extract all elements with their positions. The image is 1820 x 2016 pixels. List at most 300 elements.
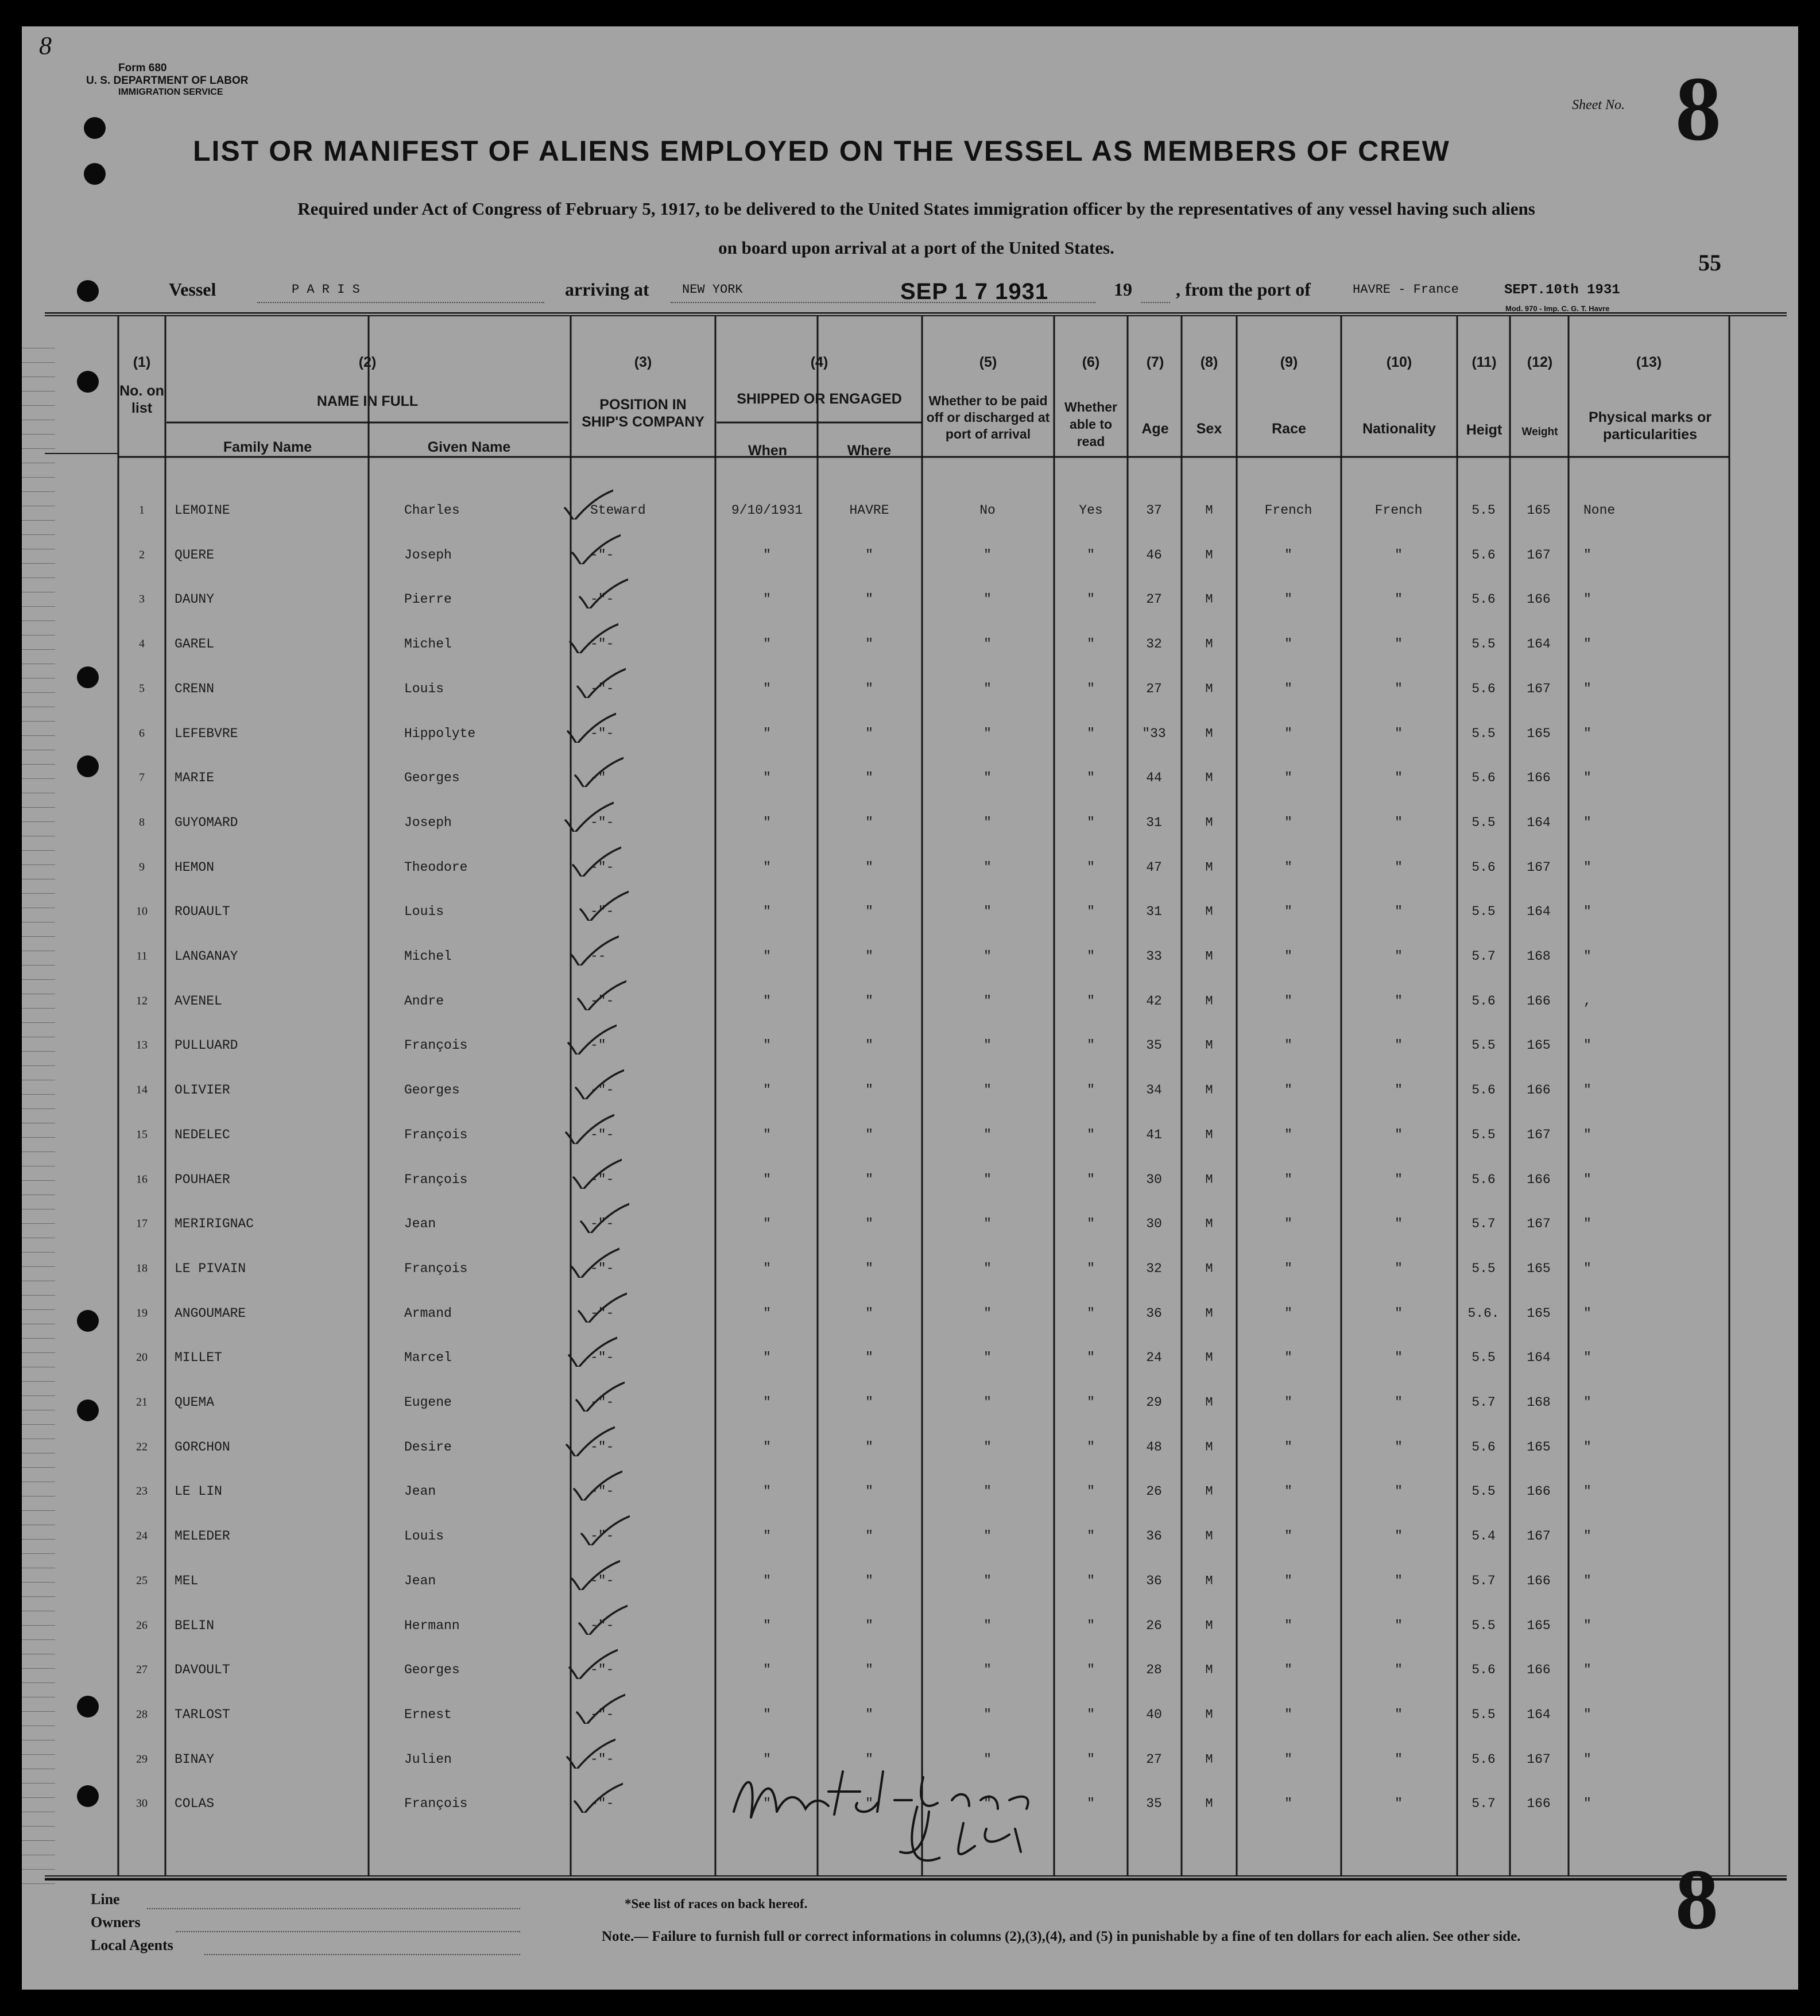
cell-age: 31 (1146, 815, 1162, 830)
cell-where: " (865, 1172, 873, 1187)
cell-read: " (1087, 1751, 1095, 1767)
arriving-label: arriving at (565, 279, 649, 300)
cell-marks: " (1583, 547, 1591, 563)
col2-header: NAME IN FULL (316, 393, 419, 409)
col3-number: (3) (634, 354, 652, 370)
cell-no: 23 (136, 1484, 148, 1498)
cell-marks: " (1583, 1618, 1591, 1633)
cell-no: 10 (136, 905, 148, 918)
footer-line-fill (147, 1908, 520, 1909)
cell-weight: 167 (1527, 1751, 1551, 1767)
cell-when: 9/10/1931 (731, 503, 803, 518)
cell-when: " (763, 637, 771, 652)
cell-sex: M (1205, 1796, 1213, 1811)
cell-marks: " (1583, 1395, 1591, 1410)
cell-age: 44 (1146, 770, 1162, 786)
col2-given-header: Given Name (427, 439, 511, 455)
cell-read: " (1087, 1350, 1095, 1366)
cell-where: " (865, 1529, 873, 1544)
cell-nationality: " (1395, 1172, 1403, 1187)
cell-sex: M (1205, 860, 1213, 875)
cell-position: -"- (590, 1707, 614, 1722)
cell-marks: " (1583, 1350, 1591, 1366)
cell-read: " (1087, 1796, 1095, 1812)
cell-height: 5.6 (1472, 770, 1496, 786)
cell-when: " (763, 1662, 771, 1678)
cell-paid: " (983, 547, 992, 563)
cell-paid: " (983, 681, 992, 696)
cell-no: 8 (139, 816, 145, 829)
cell-when: " (763, 815, 771, 830)
cell-race: " (1284, 1127, 1292, 1142)
cell-read: " (1087, 904, 1095, 920)
col4-when-header: When (748, 443, 788, 459)
cell-family: GAREL (175, 637, 215, 652)
cell-height: 5.5 (1472, 815, 1496, 830)
cell-family: MARIE (175, 770, 215, 786)
cell-read: " (1087, 1484, 1095, 1499)
cell-height: 5.7 (1472, 1216, 1496, 1232)
col8-header: Sex (1196, 421, 1222, 437)
cell-read: " (1087, 1172, 1095, 1187)
cell-read: " (1087, 1261, 1095, 1276)
cell-no: 29 (136, 1753, 148, 1766)
check-mark-icon (576, 574, 628, 608)
cell-sex: M (1205, 1707, 1213, 1722)
cell-family: DAUNY (175, 592, 215, 607)
cell-no: 6 (139, 727, 145, 739)
cell-given: Jean (404, 1484, 436, 1499)
cell-family: AVENEL (175, 993, 222, 1009)
cell-sex: M (1205, 592, 1213, 607)
cell-when: " (763, 1439, 771, 1455)
cell-marks: " (1583, 815, 1591, 830)
cell-sex: M (1205, 1529, 1213, 1544)
cell-given: François (404, 1172, 468, 1187)
cell-paid: " (983, 1172, 992, 1187)
cell-read: " (1087, 859, 1095, 875)
cell-sex: M (1205, 949, 1213, 964)
cell-given: François (404, 1261, 468, 1276)
subtitle-line-2: on board upon arrival at a port of the United States. (718, 238, 1114, 258)
cell-position: -"- (590, 1751, 614, 1767)
cell-height: 5.5 (1472, 1350, 1496, 1366)
footer-agents-label: Local Agents (91, 1937, 173, 1953)
cell-weight: 168 (1527, 1395, 1551, 1410)
col10-number: (10) (1386, 354, 1412, 370)
cell-height: 5.7 (1472, 1796, 1496, 1812)
cell-no: 4 (139, 637, 145, 650)
col5-header: Whether to be paid off or discharged at port of arrival (926, 393, 1050, 441)
cell-read: " (1087, 1083, 1095, 1098)
cell-family: HEMON (175, 859, 215, 875)
crew-table (45, 312, 1787, 1881)
cell-read: " (1087, 993, 1095, 1009)
cell-nationality: " (1395, 859, 1403, 875)
col3-header: POSITION IN SHIP'S COMPANY (582, 397, 704, 430)
footer-line-label: Line (91, 1891, 120, 1908)
cell-position: -"- (590, 592, 614, 607)
cell-paid: " (983, 1305, 992, 1321)
cell-given: Louis (404, 681, 444, 696)
cell-weight: 165 (1527, 1261, 1551, 1276)
cell-no: 11 (136, 949, 148, 963)
cell-read: " (1087, 949, 1095, 964)
cell-sex: M (1205, 1752, 1213, 1767)
cell-given: François (404, 1127, 468, 1142)
cell-position: -"- (590, 1216, 614, 1232)
cell-read: " (1087, 1529, 1095, 1544)
cell-marks: " (1583, 949, 1591, 964)
cell-paid: " (983, 1796, 992, 1812)
form-number: Form 680 (118, 62, 167, 74)
check-mark-icon (570, 842, 621, 877)
vessel-name: P A R I S (292, 282, 360, 297)
cell-family: LEFEBVRE (175, 726, 238, 741)
cell-sex: M (1205, 548, 1213, 563)
cell-where: " (865, 547, 873, 563)
cell-no: 9 (139, 860, 145, 874)
cell-position: -"- (590, 547, 614, 563)
check-mark-icon (565, 1020, 617, 1054)
cell-nationality: " (1395, 949, 1403, 964)
check-mark-icon (572, 753, 624, 787)
cell-position: -"- (590, 1350, 614, 1366)
cell-sex: M (1205, 726, 1213, 741)
cell-weight: 165 (1527, 1038, 1551, 1053)
check-mark-icon (577, 886, 629, 921)
cell-where: " (865, 1127, 873, 1142)
cell-position: -" (590, 770, 606, 786)
cell-age: 47 (1146, 859, 1162, 875)
cell-race: " (1284, 1618, 1292, 1633)
cell-when: " (763, 1529, 771, 1544)
cell-weight: 165 (1527, 1305, 1551, 1321)
cell-family: ANGOUMARE (175, 1305, 246, 1321)
check-mark-icon (568, 1243, 619, 1278)
cell-paid: " (983, 1573, 992, 1588)
check-mark-icon (575, 1288, 627, 1323)
col11-number: (11) (1472, 354, 1497, 370)
cell-weight: 167 (1527, 859, 1551, 875)
cell-when: " (763, 1350, 771, 1366)
cell-weight: 166 (1527, 1083, 1551, 1098)
cell-sex: M (1205, 1440, 1213, 1455)
cell-family: OLIVIER (175, 1083, 230, 1098)
cell-sex: M (1205, 770, 1213, 785)
cell-nationality: " (1395, 681, 1403, 696)
cell-position: -"- (590, 1573, 614, 1588)
cell-sex: M (1205, 1216, 1213, 1231)
col6-header: Whether able to read (1064, 400, 1117, 449)
cell-marks: " (1583, 1662, 1591, 1678)
cell-sex: M (1205, 1083, 1213, 1098)
cell-age: 27 (1146, 681, 1162, 696)
departure-date: SEPT.10th 1931 (1504, 282, 1620, 298)
cell-age: 35 (1146, 1038, 1162, 1053)
cell-no: 24 (136, 1529, 148, 1542)
page-title: LIST OR MANIFEST OF ALIENS EMPLOYED ON THE VESSEL AS MEMBERS OF CREW (193, 135, 1450, 167)
cell-nationality: " (1395, 904, 1403, 920)
col2-number: (2) (358, 354, 377, 370)
col8-number: (8) (1200, 354, 1218, 370)
cell-paid: " (983, 815, 992, 830)
col13-number: (13) (1636, 354, 1662, 370)
cell-weight: 167 (1527, 1529, 1551, 1544)
check-mark-icon (563, 1110, 614, 1144)
cell-race: " (1284, 904, 1292, 920)
cell-race: " (1284, 1261, 1292, 1276)
cell-nationality: " (1395, 1038, 1403, 1053)
cell-given: Joseph (404, 547, 452, 563)
subtitle-line-1: Required under Act of Congress of February 5, 1917, to be delivered to the United States immigration officer by the representatives of any vessel having such aliens (297, 199, 1535, 219)
cell-nationality: " (1395, 1395, 1403, 1410)
cell-race: " (1284, 1439, 1292, 1455)
cell-nationality: " (1395, 1216, 1403, 1232)
cell-paid: " (983, 726, 992, 741)
punch-hole (84, 163, 106, 185)
cell-nationality: " (1395, 1662, 1403, 1678)
cell-family: GORCHON (175, 1439, 230, 1455)
cell-height: 5.7 (1472, 949, 1496, 964)
cell-read: " (1087, 1305, 1095, 1321)
cell-when: " (763, 1573, 771, 1588)
cell-height: 5.4 (1472, 1529, 1496, 1544)
races-note: *See list of races on back hereof. (625, 1897, 808, 1911)
cell-height: 5.5 (1472, 1261, 1496, 1276)
cell-read: " (1087, 1439, 1095, 1455)
cell-marks: " (1583, 770, 1591, 786)
check-mark-icon (571, 1778, 623, 1813)
cell-given: Armand (404, 1305, 452, 1321)
cell-position: -"- (590, 1261, 614, 1276)
cell-paid: " (983, 993, 992, 1009)
cell-no: 22 (136, 1440, 148, 1453)
cell-sex: M (1205, 1618, 1213, 1633)
cell-age: 48 (1146, 1439, 1162, 1455)
cell-read: " (1087, 637, 1095, 652)
cell-marks: " (1583, 681, 1591, 696)
cell-sex: M (1205, 1484, 1213, 1499)
cell-family: DAVOULT (175, 1662, 230, 1678)
cell-race: " (1284, 1172, 1292, 1187)
cell-where: " (865, 1618, 873, 1633)
cell-when: " (763, 904, 771, 920)
cell-read: " (1087, 1127, 1095, 1142)
cell-read: " (1087, 681, 1095, 696)
cell-race: " (1284, 949, 1292, 964)
cell-read: " (1087, 547, 1095, 563)
cell-age: 24 (1146, 1350, 1162, 1366)
cell-height: 5.6 (1472, 859, 1496, 875)
cell-family: BINAY (175, 1751, 215, 1767)
cell-read: Yes (1079, 503, 1103, 518)
cell-where: " (865, 637, 873, 652)
year-fill-line (1141, 302, 1170, 303)
cell-weight: 166 (1527, 592, 1551, 607)
cell-position: -"- (590, 726, 614, 741)
cell-no: 30 (136, 1797, 148, 1810)
cell-height: 5.7 (1472, 1573, 1496, 1588)
cell-given: Jean (404, 1573, 436, 1588)
cell-when: " (763, 770, 771, 786)
cell-marks: " (1583, 1751, 1591, 1767)
cell-race: " (1284, 592, 1292, 607)
year-prefix: 19 (1114, 279, 1132, 300)
cell-marks: , (1583, 993, 1591, 1009)
cell-height: 5.6. (1467, 1305, 1500, 1321)
cell-when: " (763, 1618, 771, 1633)
cell-age: 31 (1146, 904, 1162, 920)
check-mark-icon (564, 1734, 615, 1769)
cell-paid: No (979, 503, 996, 518)
cell-race: " (1284, 1083, 1292, 1098)
cell-paid: " (983, 770, 992, 786)
cell-marks: " (1583, 1038, 1591, 1053)
cell-race: " (1284, 1573, 1292, 1588)
col11-header: Heigt (1466, 422, 1503, 438)
cell-no: 7 (139, 771, 145, 784)
cell-race: " (1284, 1484, 1292, 1499)
cell-height: 5.6 (1472, 1662, 1496, 1678)
cell-age: 28 (1146, 1662, 1162, 1678)
cell-sex: M (1205, 1350, 1213, 1365)
cell-position: Steward (590, 503, 646, 518)
cell-where: " (865, 1484, 873, 1499)
col7-number: (7) (1146, 354, 1164, 370)
cell-marks: " (1583, 1083, 1591, 1098)
cell-age: 32 (1146, 1261, 1162, 1276)
cell-where: " (865, 859, 873, 875)
cell-age: 46 (1146, 547, 1162, 563)
cell-given: François (404, 1038, 468, 1053)
cell-age: 32 (1146, 637, 1162, 652)
cell-given: Georges (404, 1083, 460, 1098)
cell-height: 5.6 (1472, 1439, 1496, 1455)
cell-where: HAVRE (849, 503, 889, 518)
cell-no: 12 (136, 994, 148, 1007)
cell-when: " (763, 1707, 771, 1722)
check-mark-icon (563, 1422, 615, 1456)
cell-age: 40 (1146, 1707, 1162, 1722)
cell-marks: " (1583, 1439, 1591, 1455)
cell-weight: 166 (1527, 1796, 1551, 1812)
cell-family: NEDELEC (175, 1127, 230, 1142)
cell-position: -"- (590, 993, 614, 1009)
cell-given: Andre (404, 993, 444, 1009)
cell-position: -"- (590, 1127, 614, 1142)
cell-position: -"- (590, 1662, 614, 1678)
cell-nationality: " (1395, 1439, 1403, 1455)
cell-no: 5 (139, 682, 145, 695)
check-mark-icon (562, 485, 613, 519)
arriving-fill-line (671, 302, 1095, 303)
cell-family: ROUAULT (175, 904, 230, 920)
cell-weight: 168 (1527, 949, 1551, 964)
cell-race: " (1284, 1707, 1292, 1722)
margin-mark: 8 (39, 32, 52, 60)
cell-read: " (1087, 1707, 1095, 1722)
cell-when: " (763, 1127, 771, 1142)
cell-marks: " (1583, 1573, 1591, 1588)
cell-no: 15 (136, 1128, 148, 1141)
cell-when: " (763, 859, 771, 875)
cell-age: 27 (1146, 1751, 1162, 1767)
check-mark-icon (572, 1065, 624, 1099)
cell-marks: " (1583, 1529, 1591, 1544)
footer-owners-label: Owners (91, 1914, 141, 1930)
cell-weight: 167 (1527, 547, 1551, 563)
cell-nationality: " (1395, 1305, 1403, 1321)
cell-where: " (865, 1573, 873, 1588)
cell-sex: M (1205, 1306, 1213, 1321)
cell-family: PULLUARD (175, 1038, 238, 1053)
penalty-note: Note.— Failure to furnish full or correct informations in columns (2),(3),(4), and (5) in punishable by a fine of ten dollars for each alien. See other side. (602, 1929, 1521, 1944)
sheet-label: Sheet No. (1572, 98, 1625, 113)
cell-age: 33 (1146, 949, 1162, 964)
cell-position: -"- (590, 1083, 614, 1098)
cell-age: 34 (1146, 1083, 1162, 1098)
col2-family-header: Family Name (223, 439, 312, 455)
cell-when: " (763, 1172, 771, 1187)
cell-when: " (763, 993, 771, 1009)
cell-paid: " (983, 1038, 992, 1053)
cell-where: " (865, 1796, 873, 1812)
cell-nationality: " (1395, 637, 1403, 652)
cell-position: -"- (590, 1439, 614, 1455)
check-mark-icon (569, 530, 621, 564)
check-mark-icon (576, 1600, 628, 1635)
cell-race: " (1284, 1751, 1292, 1767)
cell-where: " (865, 1662, 873, 1678)
cell-race: " (1284, 859, 1292, 875)
check-mark-icon (566, 1332, 617, 1367)
punch-hole (84, 117, 106, 139)
department-name: U. S. DEPARTMENT OF LABOR (86, 75, 249, 87)
cell-read: " (1087, 1038, 1095, 1053)
cell-height: 5.5 (1472, 1707, 1496, 1722)
cell-height: 5.5 (1472, 637, 1496, 652)
cell-weight: 166 (1527, 1662, 1551, 1678)
cell-weight: 166 (1527, 1484, 1551, 1499)
cell-paid: " (983, 1529, 992, 1544)
cell-nationality: " (1395, 1796, 1403, 1812)
cell-given: François (404, 1796, 468, 1812)
cell-weight: 167 (1527, 1127, 1551, 1142)
vessel-label: Vessel (169, 279, 216, 300)
margin-rule (22, 1883, 55, 1884)
cell-paid: " (983, 949, 992, 964)
cell-paid: " (983, 1751, 992, 1767)
cell-where: " (865, 1707, 873, 1722)
cell-race: French (1264, 503, 1312, 518)
cell-when: " (763, 1261, 771, 1276)
cell-height: 5.6 (1472, 1083, 1496, 1098)
cell-given: Charles (404, 503, 460, 518)
cell-position: -"- (590, 1484, 614, 1499)
cell-where: " (865, 726, 873, 741)
cell-no: 16 (136, 1173, 148, 1185)
cell-weight: 165 (1527, 726, 1551, 741)
cell-family: POUHAER (175, 1172, 230, 1187)
cell-family: COLAS (175, 1796, 215, 1812)
cell-sex: M (1205, 815, 1213, 830)
cell-sex: M (1205, 1662, 1213, 1677)
cell-given: Georges (404, 1662, 460, 1678)
cell-position: -"- (590, 859, 614, 875)
cell-family: MEL (175, 1573, 199, 1588)
cell-when: " (763, 1216, 771, 1232)
